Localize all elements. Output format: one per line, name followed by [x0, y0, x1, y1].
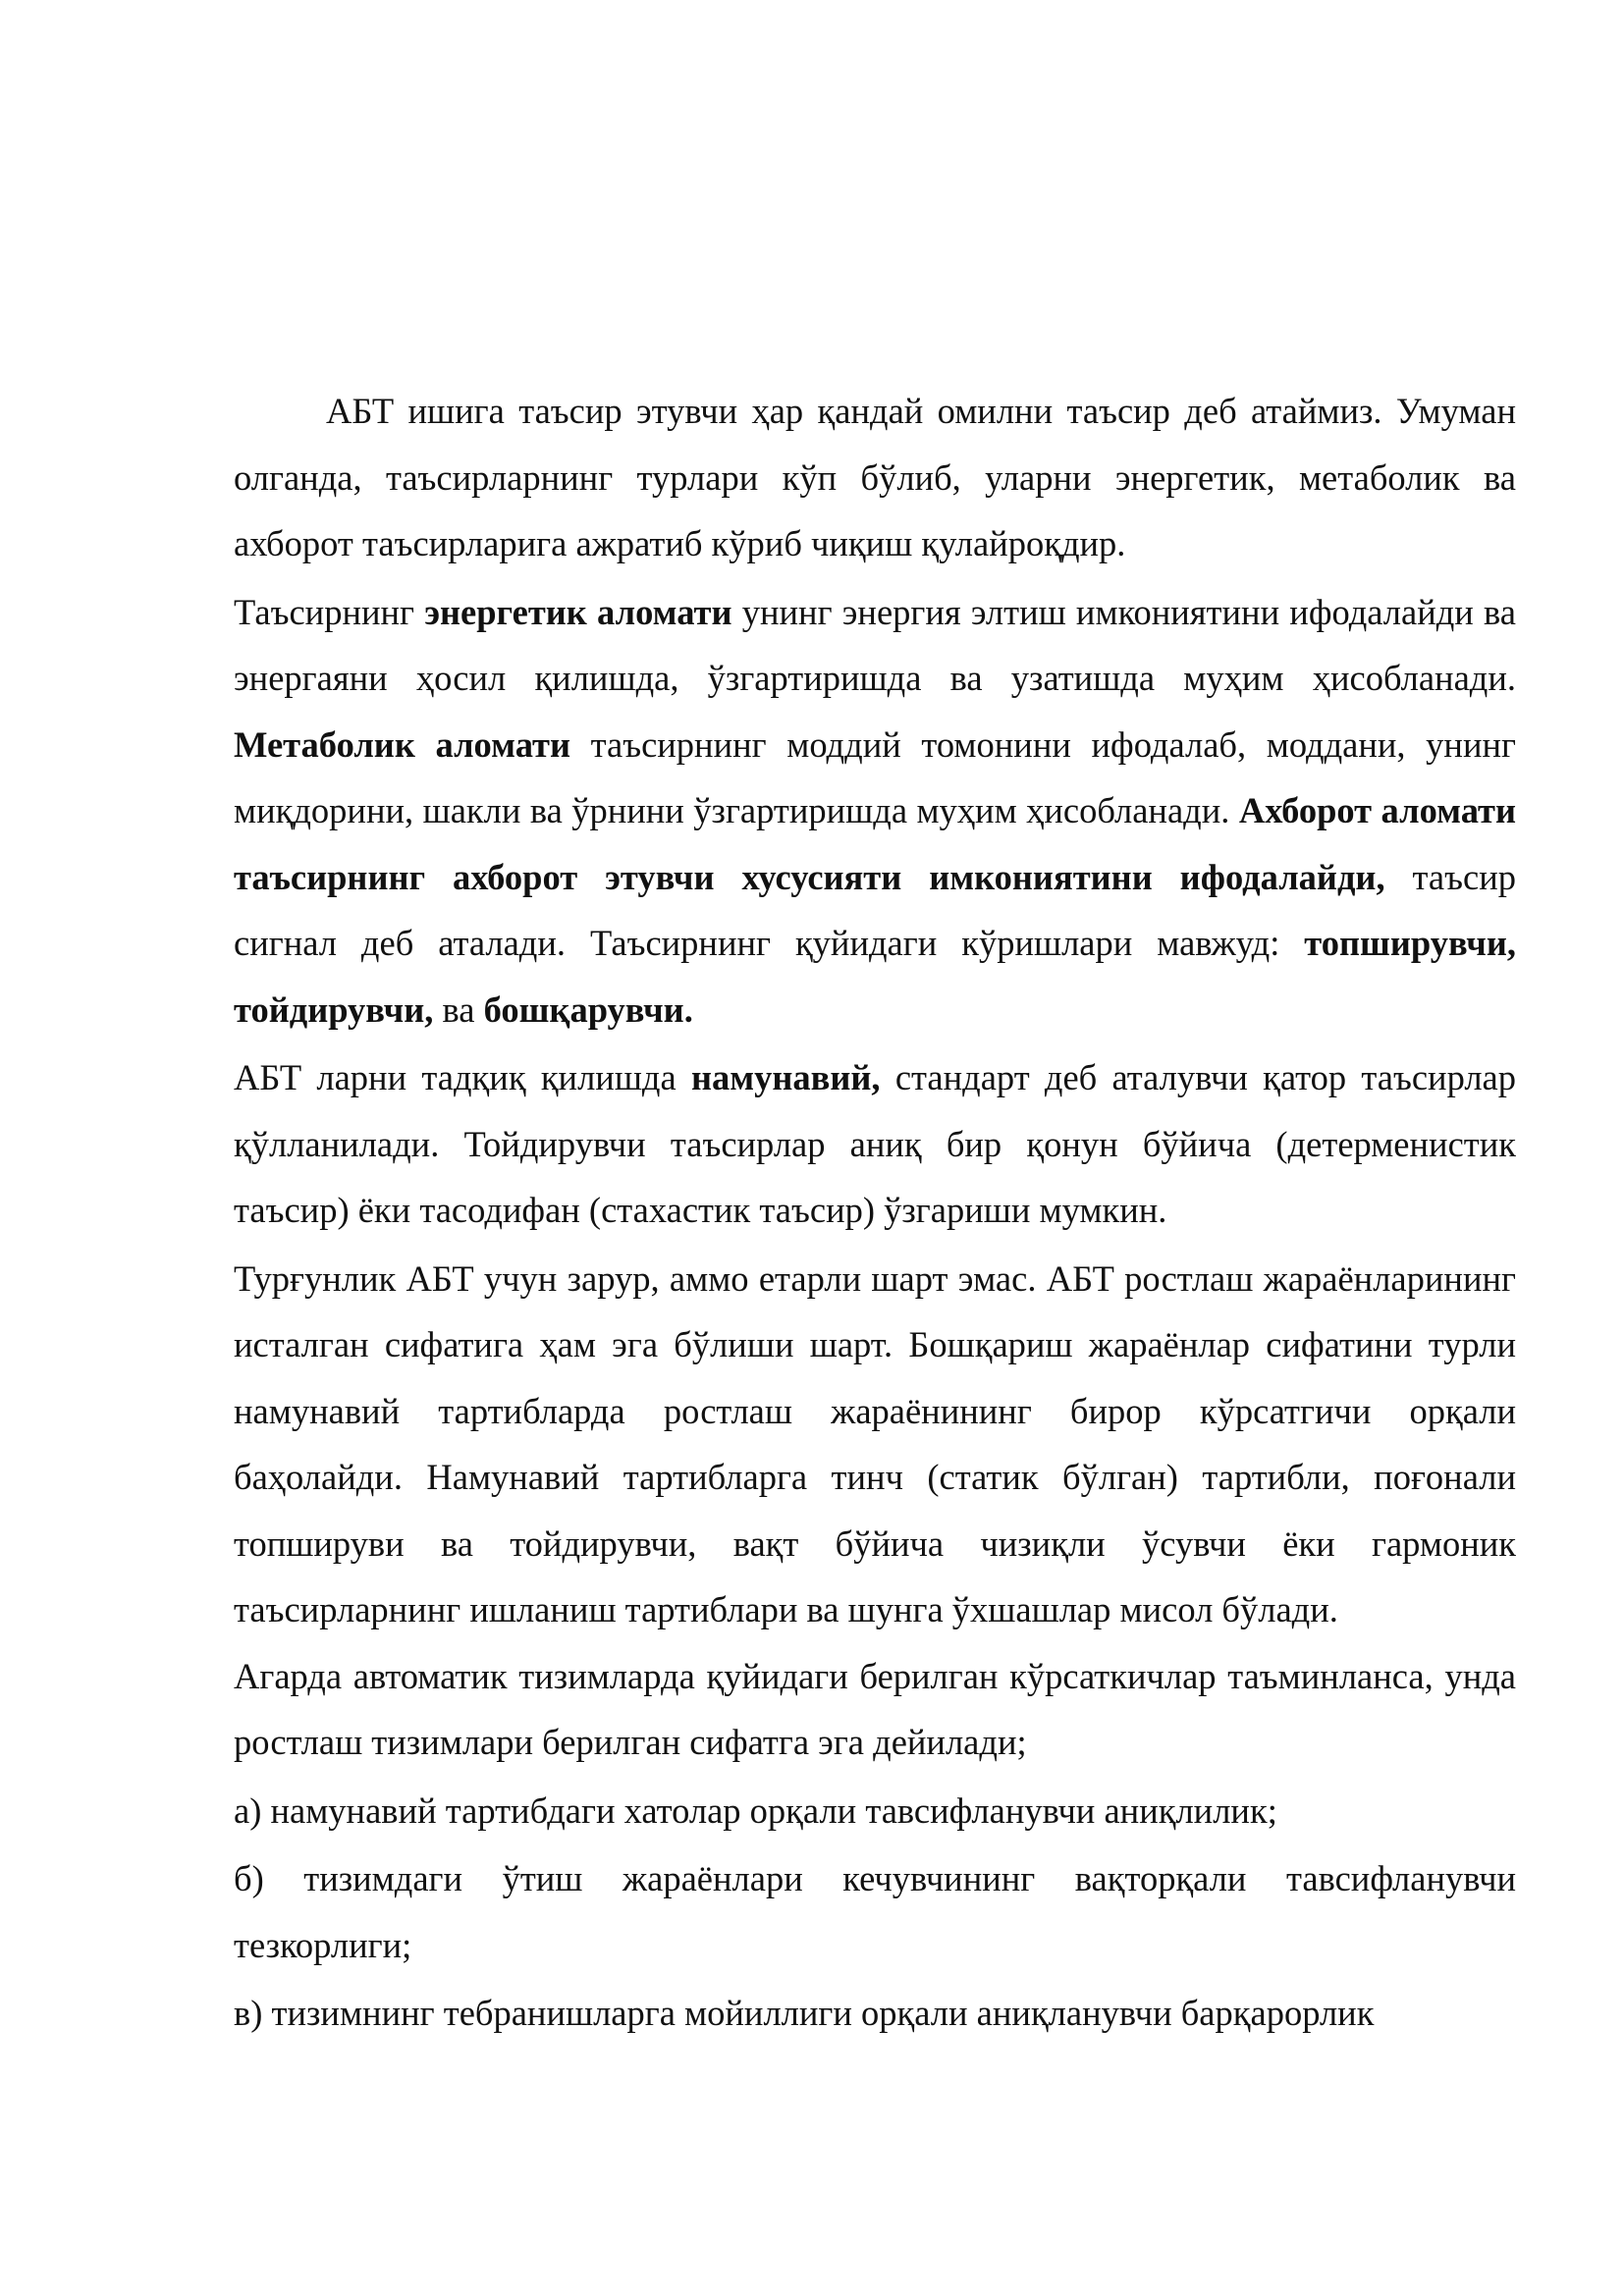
paragraph-standard-inputs [234, 1044, 1516, 1244]
list-item-text: б) тизимдаги ўтиш жараёнлари кечувчининг вақторқали тавсифланувчи тезкорлиги; [234, 1858, 1516, 1965]
paragraph-text: таъсирнинг моддий томонини ифодалаб, моддани, унинг миқдорини, шакли ва ўрнини ўзгартиришда муҳим ҳисобланади. [234, 723, 1516, 830]
paragraph-intro [234, 378, 1516, 577]
bold-term: Ахборот аломати таъсирнинг ахборот этувчи хусусияти имкониятини ифодалайди, [234, 790, 1516, 897]
document-page [234, 378, 1516, 2047]
paragraph-quality [234, 1643, 1516, 1776]
list-item-text: а) намунавий тартибдаги хатолар орқали тавсифланувчи аниқлилик; [234, 1789, 1277, 1831]
paragraph-text: таъсир сигнал деб аталади. Таъсирнинг қуйидаги кўришлари мавжуд: [234, 856, 1516, 963]
paragraph-text: ва [433, 988, 484, 1030]
bold-term: топширувчи, тойдирувчи, [234, 923, 1516, 1030]
list-item-text: в) тизимнинг тебранишларга мойиллиги орқали аниқланувчи барқарорлик [234, 1993, 1375, 2033]
bold-term: энергетик аломати [424, 591, 732, 632]
list-item-b [234, 1845, 1516, 1978]
bold-term: Метаболик аломати [234, 723, 570, 765]
paragraph-text: унинг энергия элтиш имкониятини ифодалайди ва энергаяни ҳосил қилишда, ўзгартиришда ва узатишда муҳим ҳисобланади. [234, 591, 1516, 698]
list-item-c [234, 1980, 1516, 2047]
bold-term: бошқарувчи. [483, 988, 693, 1030]
paragraph-signal-types [234, 579, 1516, 1043]
paragraph-text: стандарт деб аталувчи қатор таъсирлар қўлланилади. Тойдирувчи таъсирлар аниқ бир қонун бўйича (детерменистик таъсир) ёки тасодифан (стахастик таъсир) ўзгариши мумкин. [234, 1057, 1517, 1230]
paragraph-text: АБТ ишига таъсир этувчи ҳар қандай омилни таъсир деб атаймиз. Умуман олганда, таъсирларнинг турлари кўп бўлиб, уларни энергетик, метаболик ва ахборот таъсирларига ажратиб кўриб чиқиш қулайроқдир. [234, 391, 1516, 563]
paragraph-stability [234, 1246, 1516, 1643]
paragraph-text: Турғунлик АБТ учун зарур, аммо етарли шарт эмас. АБТ ростлаш жараёнларининг исталган сифатига ҳам эга бўлиши шарт. Бошқариш жараёнлар сифатини турли намунавий тартибларда ростлаш жараёнининг бирор кўрсатгичи орқали баҳолайди. Намунавий тартибларга тинч (статик бўлган) тартибли, поғонали топшируви ва тойдирувчи, вақт бўйича чизиқли ўсувчи ёки гармоник таъсирларнинг ишланиш тартиблари ва шунга ўхшашлар мисол бўлади. [234, 1257, 1516, 1629]
paragraph-text: АБТ ларни тадқиқ қилишда [234, 1057, 691, 1097]
bold-term: намунавий, [690, 1057, 881, 1097]
list-item-a [234, 1778, 1516, 1844]
paragraph-text: Таъсирнинг [234, 591, 425, 632]
paragraph-text: Агарда автоматик тизимларда қуйидаги берилган кўрсаткичлар таъминланса, унда ростлаш тизимлари берилган сифатга эга дейилади; [234, 1655, 1516, 1762]
